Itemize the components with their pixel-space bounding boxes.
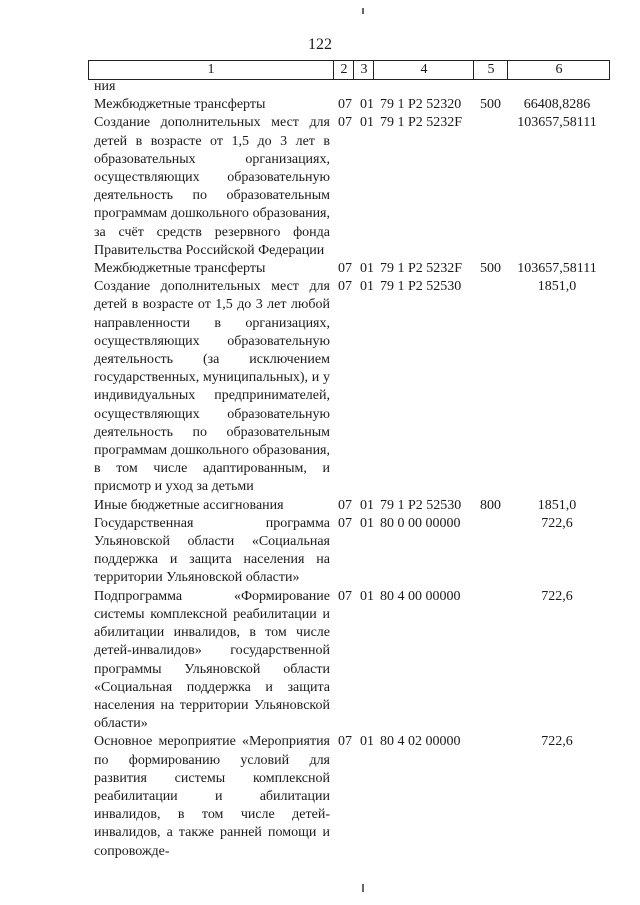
- row-description: ния: [94, 79, 116, 94]
- column-header-row: [88, 60, 610, 80]
- subsection-code: 01: [360, 734, 374, 750]
- row-description: Создание дополнительных мест для детей в возрасте от 1,5 до 3 лет в образовательных организациях, осуществляющих образовательную деятельность по образовательным программам дошкольного образования, за счёт средств резервного фонда Правительства Российской Федерации: [94, 115, 330, 258]
- target-article-code: 79 1 Р2 5232F: [380, 261, 463, 277]
- column-header-5: 5: [473, 61, 508, 79]
- expense-type-code: 800: [480, 497, 501, 513]
- table-row: [94, 733, 606, 860]
- subsection-code: 01: [360, 497, 374, 513]
- column-header-6: 6: [507, 61, 610, 79]
- scan-mark-top: [362, 8, 364, 14]
- subsection-code: 01: [360, 515, 374, 531]
- table-row: [94, 114, 606, 260]
- amount-value: 722,6: [541, 588, 573, 604]
- target-article-code: 80 0 00 00000: [380, 515, 461, 531]
- subsection-code: 01: [360, 261, 374, 277]
- column-header-1: 1: [207, 62, 215, 77]
- section-code: 07: [338, 734, 352, 750]
- budget-table: [94, 78, 606, 861]
- subsection-code: 01: [360, 97, 374, 113]
- section-code: 07: [338, 261, 352, 277]
- row-description: Иные бюджетные ассигнования: [94, 497, 284, 513]
- section-code: 07: [338, 497, 352, 513]
- table-row: [94, 96, 606, 114]
- column-header-4: 4: [373, 61, 474, 79]
- expense-type-code: 500: [480, 97, 501, 113]
- amount-value: 103657,58111: [517, 261, 597, 277]
- amount-value: 66408,8286: [523, 97, 591, 113]
- target-article-code: 80 4 02 00000: [380, 734, 461, 750]
- row-description: Межбюджетные трансферты: [94, 261, 266, 277]
- column-header-2: 2: [333, 61, 354, 79]
- amount-value: 1851,0: [537, 497, 577, 513]
- table-row: [94, 278, 606, 496]
- section-code: 07: [338, 279, 352, 295]
- amount-value: 722,6: [541, 515, 573, 531]
- target-article-code: 79 1 Р2 52530: [380, 497, 462, 513]
- subsection-code: 01: [360, 279, 374, 295]
- section-code: 07: [338, 515, 352, 531]
- amount-value: 722,6: [541, 734, 573, 750]
- target-article-code: 79 1 Р2 52320: [380, 97, 462, 113]
- row-description: Государственная программа Ульяновской области «Социальная поддержка и защита населения на территории Ульяновской области»: [94, 515, 330, 586]
- page-number: 122: [308, 36, 332, 53]
- expense-type-code: 500: [480, 261, 501, 277]
- row-description: Создание дополнительных мест для детей в возрасте от 1,5 до 3 лет любой направленности в организациях, осуществляющих образовательную деятельность (за исключением государственных, муниципальных), и у индивидуальных предпринимателей, осуществляющих образовательную деятельность по образовательным программам дошкольного образования, в том числе адаптированным, и присмотр и уход за детьми: [94, 279, 330, 495]
- column-header-3: 3: [353, 61, 374, 79]
- table-row: [94, 588, 606, 734]
- row-description: Межбюджетные трансферты: [94, 97, 266, 113]
- target-article-code: 80 4 00 00000: [380, 588, 461, 604]
- target-article-code: 79 1 Р2 52530: [380, 279, 462, 295]
- table-row: [94, 515, 606, 588]
- table-row: [94, 260, 606, 278]
- table-row: [94, 497, 606, 515]
- table-row: [94, 78, 606, 96]
- row-description: Подпрограмма «Формирование системы комплексной реабилитации и абилитации инвалидов, в том числе детей-инвалидов» государственной программы Ульяновской области «Социальная поддержка и защита населения на территории Ульяновской области»: [94, 588, 330, 732]
- section-code: 07: [338, 588, 352, 604]
- scan-mark-bottom: [362, 884, 364, 892]
- target-article-code: 79 1 Р2 5232F: [380, 115, 463, 131]
- amount-value: 1851,0: [537, 279, 577, 295]
- subsection-code: 01: [360, 588, 374, 604]
- section-code: 07: [338, 97, 352, 113]
- subsection-code: 01: [360, 115, 374, 131]
- section-code: 07: [338, 115, 352, 131]
- row-description: Основное мероприятие «Мероприятия по формированию условий для развития системы комплексной реабилитации и абилитации инвалидов, в том числе детей-инвалидов, а также ранней помощи и сопровожде-: [94, 734, 330, 859]
- amount-value: 103657,58111: [517, 115, 597, 131]
